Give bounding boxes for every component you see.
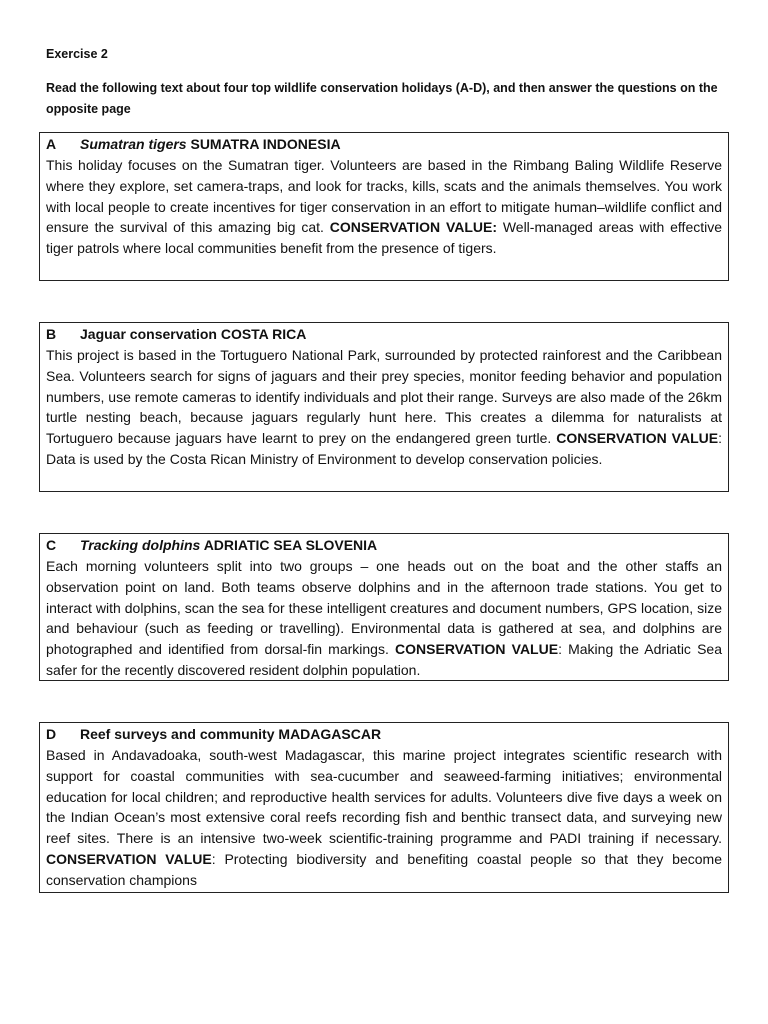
conservation-value-text: : Protecting biodiversity and benefiting coastal people so that they become conservation champions [46, 850, 722, 888]
holiday-letter: C [46, 537, 57, 553]
exercise-instructions: Read the following text about four top wildlife conservation holidays (A-D), and then answer the questions on the opposite page [46, 81, 718, 116]
holiday-description [46, 155, 722, 259]
holiday-topic: Tracking dolphins [80, 537, 201, 553]
holiday-heading [46, 724, 722, 745]
conservation-value-label: CONSERVATION VALUE [46, 850, 212, 867]
conservation-value-text: : Making the Adriatic Sea safer for the recently discovered resident dolphin population. [46, 641, 722, 678]
holiday-description [46, 745, 722, 891]
conservation-value-label: CONSERVATION VALUE: [329, 219, 498, 236]
holiday-place: ADRIATIC SEA SLOVENIA [203, 537, 378, 553]
holiday-heading [46, 134, 722, 155]
holiday-body: This project is based in the Tortuguero National Park, surrounded by protected rainforest and the Caribbean Sea. Volunteers search for signs of jaguars and their prey species, monitor feeding behavior and population numbers, use remote cameras to identify individuals and plot their range. Surveys are also made of the 26km turtle nesting beach, because jaguars regularly hunt here. This creates a dilemma for naturalists at Tortuguero because jaguars have learnt to prey on the endangered green turtle. [46, 347, 722, 447]
holiday-topic: Jaguar conservation [80, 326, 217, 342]
holiday-body: Each morning volunteers split into two groups – one heads out on the boat and the other staffs an observation point on land. Both teams observe dolphins and in the afternoon trade stations. You get to interact with dolphins, scan the sea for these intelligent creatures and document numbers, GPS location, size and behaviour (such as feeding or travelling). Environmental data is gathered at sea, and dolphins are photographed and identified from dorsal-fin markings. [46, 558, 722, 658]
holiday-box-b [39, 322, 729, 492]
conservation-value-label: CONSERVATION VALUE [395, 641, 559, 658]
holiday-letter: A [46, 136, 57, 152]
holiday-letter: D [46, 726, 57, 742]
holiday-topic: Sumatran tigers [80, 136, 187, 152]
holiday-heading [46, 535, 722, 556]
holiday-topic: Reef surveys and community [80, 726, 275, 742]
holiday-box-d [39, 722, 729, 893]
holiday-description [46, 556, 722, 681]
holiday-box-a [39, 132, 729, 281]
holiday-place: COSTA RICA [220, 326, 307, 342]
holiday-body: This holiday focuses on the Sumatran tiger. Volunteers are based in the Rimbang Baling Wildlife Reserve where they explore, set camera-traps, and look for tracks, kills, scats and the animals themselves. You work with local people to create incentives for tiger conservation in an effort to mitigate human–wildlife conflict and ensure the survival of this amazing big cat. [46, 157, 722, 236]
conservation-value-label: CONSERVATION VALUE [556, 430, 719, 447]
holiday-description [46, 345, 722, 470]
holiday-box-c [39, 533, 729, 681]
holiday-place: MADAGASCAR [278, 726, 382, 742]
holiday-body: Based in Andavadoaka, south-west Madagascar, this marine project integrates scientific research with support for coastal communities with sea-cucumber and seaweed-farming initiatives; environmental education for local children; and reproductive health services for adults. Volunteers dive five days a week on the Indian Ocean’s most extensive coral reefs recording fish and benthic transect data, and surveying new reef sites. There is an intensive two-week scientific-training programme and PADI training if necessary. [46, 747, 722, 847]
conservation-value-text: Well-managed areas with effective tiger patrols where local communities benefit from the presence of tigers. [46, 219, 723, 257]
exercise-title: Exercise 2 [46, 47, 108, 61]
conservation-value-text: : Data is used by the Costa Rican Ministry of Environment to develop conservation policies. [46, 430, 722, 467]
holiday-heading [46, 324, 722, 345]
holiday-place: SUMATRA INDONESIA [190, 136, 341, 152]
holiday-letter: B [46, 326, 57, 342]
